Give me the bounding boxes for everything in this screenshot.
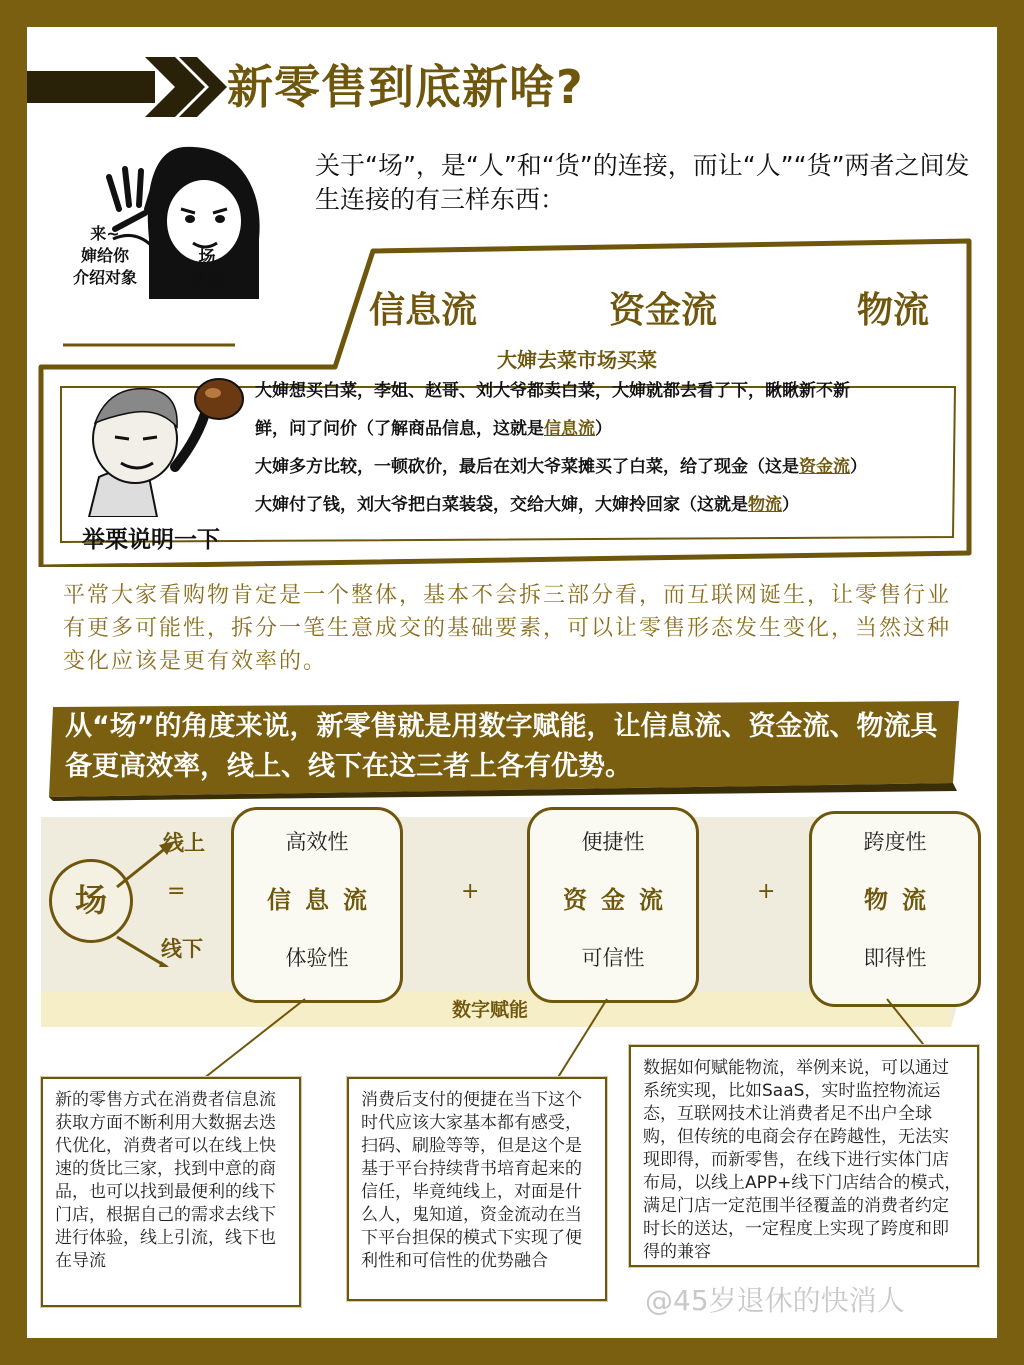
card-bottom-label: 即得性	[863, 946, 927, 970]
story-text	[255, 372, 955, 524]
money-flow-highlight: 资金流	[799, 457, 850, 477]
page-title: 新零售到底新啥?	[227, 60, 584, 114]
infographic-page	[27, 27, 997, 1338]
money-flow-card	[527, 807, 699, 1003]
card-top-label: 高效性	[285, 830, 349, 854]
watermark: @45岁退休的快消人	[645, 1284, 905, 1317]
card-main-label: 信息流	[267, 886, 381, 914]
story-line-3	[255, 448, 955, 486]
speech-line: 来~ 婶给你 介绍对象	[72, 224, 137, 287]
story-line-4-end: ）	[782, 495, 799, 515]
card-top-label: 便捷性	[581, 830, 645, 854]
equals-sign: =	[167, 879, 186, 904]
story-line-4-text: 大婶付了钱，刘大爷把白菜装袋，交给大婶，大婶拎回家（这就是	[255, 495, 748, 515]
flow-heading-info: 信息流	[369, 290, 478, 331]
card-bottom-label: 体验性	[285, 946, 349, 970]
plus-sign-2: +	[757, 879, 776, 904]
plus-sign-1: +	[461, 879, 480, 904]
note-logistics: 数据如何赋能物流，举例来说，可以通过系统实现，比如SaaS，实时监控物流运态，互联网技术让消费者足不出户全球购，但传统的电商会存在跨越性，无法实现即得，而新零售，在线下进行实体门店布局，以线上APP+线下门店结合的模式，满足门店一定范围半径覆盖的消费者约定时长的送达，一定程度上实现了跨度和即得的兼容	[629, 1045, 979, 1267]
chevron-arrows-icon	[27, 57, 227, 117]
story-line-2	[255, 410, 955, 448]
story-line-3-end: ）	[850, 457, 867, 477]
story-subtitle: 大婶去菜市场买菜	[497, 348, 657, 372]
chestnut-man-illustration	[79, 367, 255, 517]
info-flow-highlight: 信息流	[544, 419, 595, 439]
story-line-1: 大婶想买白菜，李姐、赵哥、刘大爷都卖白菜，大婶就都去看了下，瞅瞅新不新	[255, 381, 850, 401]
story-line-2-end: ）	[595, 419, 612, 439]
story-line-2-text: 鲜，问了问价（了解商品信息，这就是	[255, 419, 544, 439]
chang-label: 场 (零售)	[182, 248, 232, 290]
story-line-3-text: 大婶多方比较，一顿砍价，最后在刘大爷菜摊买了白菜，给了现金（这是	[255, 457, 799, 477]
example-label: 举栗说明一下	[82, 527, 220, 553]
story-line-4	[255, 486, 955, 524]
card-bottom-label: 可信性	[581, 946, 645, 970]
flow-heading-money: 资金流	[609, 290, 718, 331]
info-flow-card	[231, 807, 403, 1003]
explanation-paragraph: 平常大家看购物肯定是一个整体，基本不会拆三部分看，而互联网诞生，让零售行业有更多可能性，拆分一笔生意成交的基础要素，可以让零售形态发生变化，当然这种变化应该是更有效率的。	[63, 583, 952, 674]
note-money-flow: 消费后支付的便捷在当下这个时代应该大家基本都有感受，扫码、刷脸等等，但是这个是基于平台持续背书培育起来的信任，毕竟纯线上，对面是什么人，鬼知道，资金流动在当下平台担保的模式下实现了便利性和可信性的优势融合	[347, 1077, 607, 1301]
logistics-card	[809, 811, 981, 1007]
logistics-highlight: 物流	[748, 495, 782, 515]
offline-label: 线下	[161, 937, 203, 961]
band-label: 数字赋能	[452, 999, 529, 1021]
note-info-flow: 新的零售方式在消费者信息流获取方面不断利用大数据去迭代优化，消费者可以在线上快速的货比三家，找到中意的商品，也可以找到最便利的线下门店，根据自己的需求去线下进行体验，线上引流，线下也在导流	[41, 1077, 301, 1307]
chang-circle: 场	[49, 859, 133, 943]
banner-text: 从“场”的角度来说，新零售就是用数字赋能，让信息流、资金流、物流具备更高效率，线上、线下在这三者上各有优势。	[65, 711, 938, 782]
flow-heading-logistics: 物流	[857, 290, 930, 331]
online-label: 线上	[163, 831, 205, 855]
intro-text: 关于“场”，是“人”和“货”的连接，而让“人”“货”两者之间发生连接的有三样东西：	[315, 151, 970, 214]
card-main-label: 资金流	[563, 886, 677, 914]
card-top-label: 跨度性	[863, 830, 927, 854]
card-main-label: 物流	[864, 886, 940, 914]
